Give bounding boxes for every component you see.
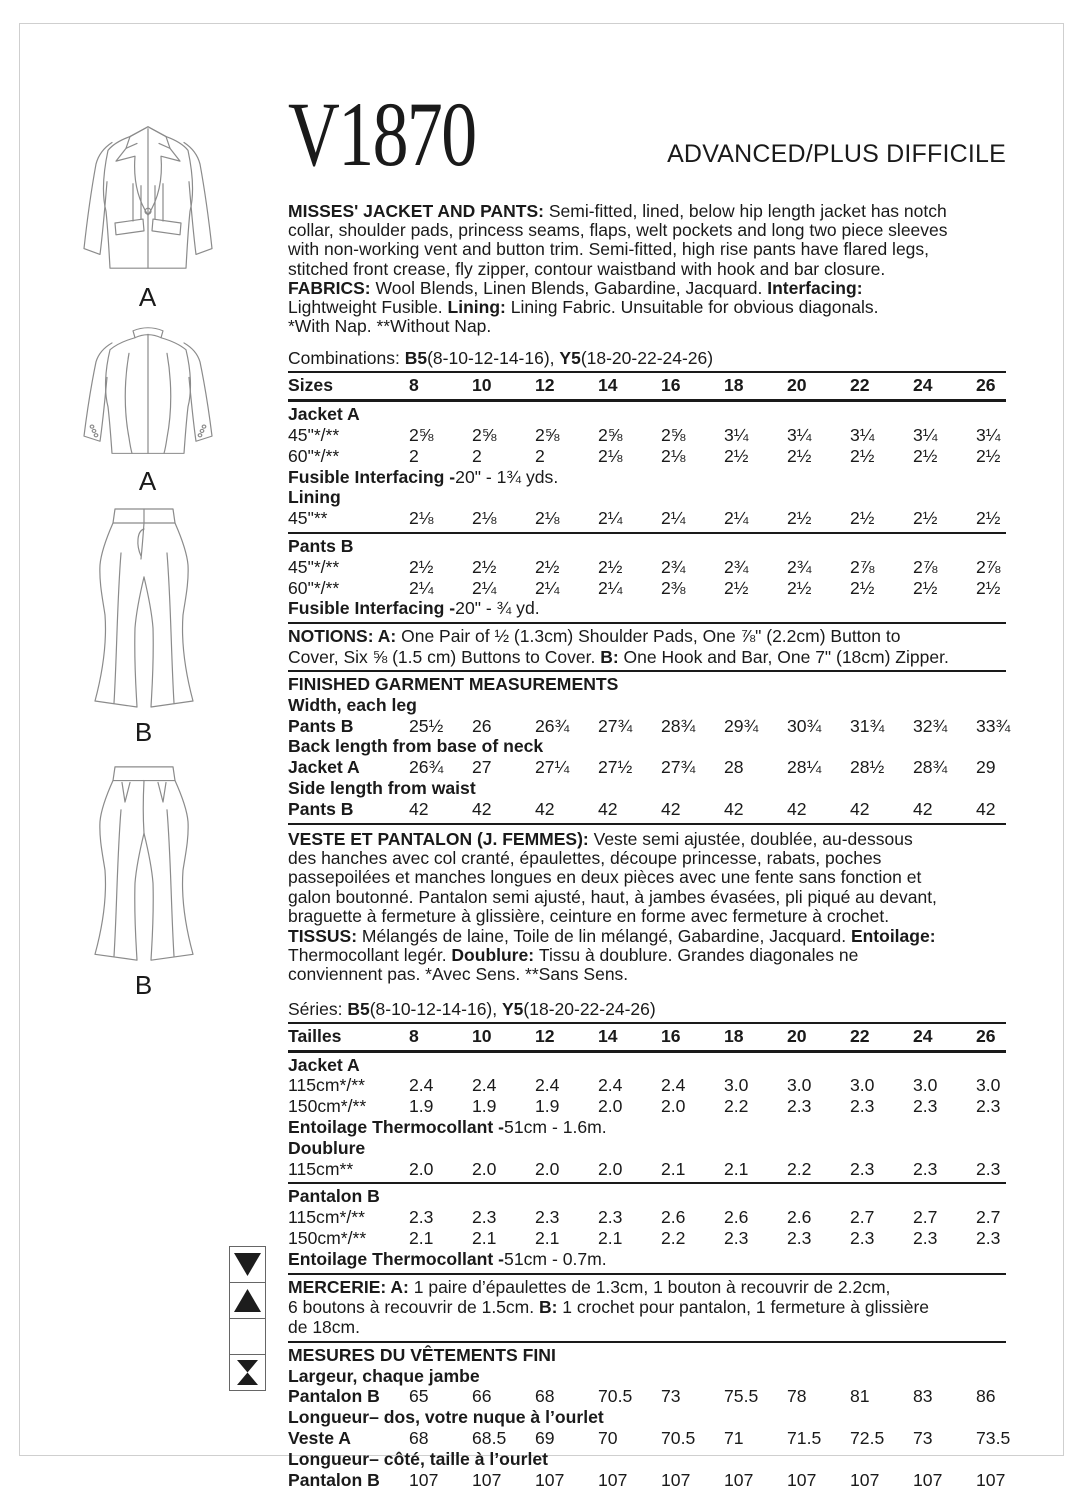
divider [288,1273,1006,1275]
jacket-front-line-art [63,113,233,278]
text-line: NOTIONS: A: One Pair of ½ (1.3cm) Shoulder Pads, One ⅞" (2.2cm) Button to [288,626,901,647]
table-cell: 2.4 [472,1075,497,1096]
table-cell: 42 [472,798,492,819]
table-cell: 2⅞ [976,556,1001,577]
row-label: Sizes [288,375,333,396]
table-cell: 3.0 [787,1075,812,1096]
table-section-label: Longueur– côté, taille à l’ourlet [288,1448,549,1469]
table-row [288,1096,1006,1117]
jacket-back-line-art [63,317,233,462]
figure-label: B [134,717,154,747]
table-cell: 2.3 [913,1096,938,1117]
table-row [288,375,1006,396]
table-cell: 2 [472,445,482,466]
divider [288,622,1006,624]
table-cell: 14 [598,375,618,396]
garment-figure-jacket-front [63,113,233,313]
text-line: TISSUS: Mélangés de laine, Toile de lin mélangé, Gabardine, Jacquard. Entoilage: [288,925,936,946]
table-cell: 2¼ [598,508,623,529]
table-row [288,757,1006,778]
table-cell: 31¾ [850,715,885,736]
table-cell: 68 [409,1428,429,1448]
table-cell: 2.3 [850,1096,875,1117]
table-cell: 10 [472,375,492,396]
table-cell: 107 [976,1469,1006,1490]
notions-paragraph [288,626,1006,667]
text-line: Thermocollant legér. Doublure: Tissu à doublure. Grandes diagonales ne [288,945,859,966]
table-cell: 26¾ [535,715,570,736]
table-cell: 2.2 [661,1228,686,1248]
table-cell: 25½ [409,715,444,736]
table-cell: 107 [724,1469,754,1490]
table-cell: 2.0 [409,1158,434,1179]
table-cell: 2⅝ [472,425,497,446]
text-line: Lightweight Fusible. Lining: Lining Fabric. Unsuitable for obvious diagonals. [288,297,879,318]
divider [288,1050,1006,1053]
row-label: Tailles [288,1025,342,1046]
table-cell: 2½ [409,556,434,577]
blank-box [229,1318,266,1355]
table-cell: 71 [724,1428,744,1448]
table-cell: 3.0 [850,1075,875,1096]
row-label: Pants B [288,715,354,736]
table-cell: 73 [913,1428,933,1448]
table-cell: 2 [535,445,545,466]
table-section-label: FINISHED GARMENT MEASUREMENTS [288,674,619,694]
table-cell: 2½ [976,577,1001,598]
table-section-label: Side length from waist [288,777,476,798]
table-cell: 2½ [598,556,623,577]
table-cell: 12 [535,1025,555,1046]
table-cell: 2.3 [472,1207,497,1228]
table-cell: 2.3 [976,1158,1001,1179]
table-note: Entoilage Thermocollant - 51cm - 0.7m. [288,1248,607,1269]
table-cell: 18 [724,375,744,396]
mesures-table [288,1344,1011,1491]
table-cell: 26 [472,715,492,736]
table-cell: 42 [850,798,870,819]
table-cell: 18 [724,1025,744,1046]
table-cell: 2 [409,445,419,466]
table-cell: 42 [787,798,807,819]
english-yardage-table [288,371,1006,624]
table-cell: 27 [472,757,492,778]
table-cell: 2⅝ [661,425,686,446]
row-label: 60"*/** [288,445,340,466]
table-cell: 1.9 [472,1096,497,1117]
table-section-label: Lining [288,487,341,508]
table-cell: 78 [787,1386,807,1407]
table-cell: 28¾ [661,715,696,736]
table-cell: 2½ [472,556,497,577]
table-cell: 2⅝ [535,425,560,446]
divider [288,823,1006,825]
text-line: des hanches avec col cranté, épaulettes, découpe princesse, rabats, poches [288,847,882,868]
table-cell: 2.3 [913,1158,938,1179]
table-cell: 32¾ [913,715,948,736]
table-section-label: Pantalon B [288,1186,380,1207]
table-cell: 2⅞ [850,556,875,577]
text-line: collar, shoulder pads, princess seams, flaps, welt pockets and long two piece sleeves [288,220,948,241]
title-row [288,83,1006,194]
pattern-envelope-back [19,23,1064,1490]
table-cell: 2⅛ [409,508,434,529]
table-cell: 2.3 [724,1228,749,1248]
table-cell: 3.0 [913,1075,938,1096]
divider [288,670,1006,672]
table-cell: 2⅜ [661,577,686,598]
table-row [288,446,1006,467]
figure-label: B [134,970,154,1000]
table-cell: 2.1 [661,1158,686,1179]
table-row [288,1207,1006,1228]
table-cell: 2.6 [787,1207,812,1228]
figure-label: A [138,466,158,496]
table-cell: 70.5 [598,1386,633,1407]
table-cell: 81 [850,1386,870,1407]
table-row [288,1228,1006,1249]
text-line: Combinations: B5(8-10-12-14-16), Y5(18-20-22-24-26) [288,348,714,369]
table-cell: 2⅝ [409,425,434,446]
french-yardage-table [288,1022,1006,1275]
table-cell: 70 [598,1428,618,1448]
table-section-label: MESURES DU VÊTEMENTS FINI [288,1344,556,1365]
table-section-label: Doublure [288,1137,366,1158]
table-cell: 2.2 [787,1158,812,1179]
table-cell: 16 [661,375,681,396]
row-label: 45"** [288,508,328,529]
table-cell: 2¼ [724,508,749,529]
row-label: 150cm*/** [288,1096,367,1117]
table-cell: 28½ [850,757,885,778]
table-cell: 10 [472,1025,492,1046]
table-note: Fusible Interfacing - 20" - ¾ yd. [288,598,540,619]
pattern-number: V1870 [288,83,476,185]
row-label: 60"*/** [288,577,340,598]
french-description [288,830,1006,985]
symbol-column [229,1247,266,1391]
table-cell: 107 [472,1469,502,1490]
difficulty-label: ADVANCED/PLUS DIFFICILE [667,140,1006,168]
table-cell: 2.7 [913,1207,938,1228]
pants-front-line-art [59,503,229,713]
table-cell: 8 [409,375,419,396]
table-cell: 29¾ [724,715,759,736]
table-cell: 107 [787,1469,817,1490]
table-cell: 42 [535,798,555,819]
table-cell: 2⅛ [472,508,497,529]
table-cell: 2.0 [535,1158,560,1179]
table-section-label: Jacket A [288,404,360,425]
table-cell: 3¼ [850,425,875,446]
table-cell: 71.5 [787,1428,822,1448]
table-cell: 2⅞ [913,556,938,577]
table-cell: 2.3 [787,1096,812,1117]
finished-measurements-table [288,674,1011,825]
table-cell: 2½ [850,577,875,598]
table-row [288,799,1006,820]
table-cell: 2½ [535,556,560,577]
table-cell: 2.1 [535,1228,560,1248]
table-cell: 2½ [850,445,875,466]
table-cell: 2.1 [472,1228,497,1248]
table-cell: 2½ [976,508,1001,529]
table-cell: 2.3 [850,1158,875,1179]
table-cell: 2.6 [661,1207,686,1228]
table-cell: 66 [472,1386,492,1407]
text-line: FABRICS: Wool Blends, Linen Blends, Gabardine, Jacquard. Interfacing: [288,277,863,298]
table-cell: 2½ [850,508,875,529]
table-cell: 27¾ [661,757,696,778]
table-row [288,508,1006,529]
divider [288,1341,1006,1343]
table-cell: 29 [976,757,996,778]
table-cell: 2.2 [724,1096,749,1117]
table-cell: 107 [598,1469,628,1490]
table-cell: 68 [535,1386,555,1407]
row-label: Pantalon B [288,1386,380,1407]
table-cell: 2.7 [850,1207,875,1228]
garment-figure-pants-front [59,503,229,748]
table-cell: 1.9 [409,1096,434,1117]
table-cell: 2.1 [724,1158,749,1179]
table-section-label: Jacket A [288,1054,360,1075]
table-cell: 33¾ [976,715,1011,736]
table-cell: 72.5 [850,1428,885,1448]
row-label: 115cm*/** [288,1075,365,1096]
combinations-line [288,348,1006,368]
table-section-label: Pants B [288,536,354,556]
table-cell: 2¾ [724,556,749,577]
table-cell: 42 [724,798,744,819]
table-cell: 75.5 [724,1386,759,1407]
garment-figure-pants-back [59,761,229,1001]
text-line: MERCERIE: A: 1 paire d’épaulettes de 1.3cm, 1 bouton à recouvrir de 2.2cm, [288,1276,891,1297]
table-section-label: Back length from base of neck [288,736,544,757]
table-cell: 65 [409,1386,429,1407]
table-cell: 27½ [598,757,633,778]
table-cell: 2⅛ [535,508,560,529]
table-cell: 2.3 [787,1228,812,1248]
table-row [288,578,1006,599]
table-cell: 42 [409,798,429,819]
triangle-up-icon [229,1282,266,1319]
table-cell: 2.3 [850,1228,875,1248]
table-cell: 20 [787,1025,807,1046]
text-line: 6 boutons à recouvrir de 1.5cm. B: 1 crochet pour pantalon, 1 fermeture à glissière [288,1297,930,1317]
table-cell: 27¾ [598,715,633,736]
table-cell: 2½ [724,445,749,466]
table-cell: 20 [787,375,807,396]
table-cell: 2.1 [409,1228,434,1248]
table-cell: 42 [913,798,933,819]
table-section-label: Longueur– dos, votre nuque à l’ourlet [288,1407,604,1428]
table-cell: 3¼ [787,425,812,446]
table-cell: 2¼ [598,577,623,598]
table-cell: 3.0 [724,1075,749,1096]
pants-back-line-art [59,761,229,966]
table-cell: 3¼ [913,425,938,446]
table-cell: 2.3 [535,1207,560,1228]
table-cell: 24 [913,375,933,396]
table-cell: 2.4 [598,1075,623,1096]
triangle-down-icon [229,1246,266,1283]
text-line: galon boutonné. Pantalon semi ajusté, haut, à jambes évasées, pli piqué au devant, [288,886,937,907]
table-cell: 14 [598,1025,618,1046]
row-label: Pants B [288,798,354,819]
table-cell: 42 [976,798,996,819]
table-cell: 2.6 [724,1207,749,1228]
table-cell: 107 [535,1469,565,1490]
table-row [288,1428,1011,1449]
table-cell: 2¼ [535,577,560,598]
divider [288,1182,1006,1184]
mercerie-paragraph [288,1277,1006,1338]
table-cell: 2.4 [535,1075,560,1096]
table-cell: 3.0 [976,1075,1001,1096]
figure-label: A [138,282,158,312]
table-cell: 68.5 [472,1428,507,1448]
table-cell: 2.0 [472,1158,497,1179]
table-cell: 86 [976,1386,996,1407]
divider [288,532,1006,534]
table-cell: 2.7 [976,1207,1001,1228]
table-cell: 2⅛ [661,445,686,466]
table-cell: 107 [913,1469,943,1490]
table-cell: 28 [724,757,744,778]
table-cell: 70.5 [661,1428,696,1448]
text-line: MISSES' JACKET AND PANTS: Semi-fitted, lined, below hip length jacket has notch [288,201,947,221]
table-cell: 28¾ [913,757,948,778]
table-cell: 2½ [787,577,812,598]
table-row [288,1075,1006,1096]
table-cell: 16 [661,1025,681,1046]
table-cell: 2¾ [787,556,812,577]
row-label: 45"*/** [288,556,340,577]
table-cell: 2.4 [661,1075,686,1096]
table-cell: 27¼ [535,757,570,778]
table-section-label: Largeur, chaque jambe [288,1365,480,1386]
table-cell: 73 [661,1386,681,1407]
table-cell: 2¼ [409,577,434,598]
row-label: Veste A [288,1428,351,1448]
text-line: de 18cm. [288,1317,360,1338]
table-note: Fusible Interfacing - 20" - 1¾ yds. [288,466,559,487]
table-cell: 2¼ [472,577,497,598]
divider [288,1022,1006,1024]
divider [288,399,1006,402]
table-row [288,425,1006,446]
table-cell: 2.1 [598,1228,623,1248]
table-cell: 2.0 [598,1158,623,1179]
text-line: *With Nap. **Without Nap. [288,316,492,337]
table-cell: 2.0 [661,1096,686,1117]
series-line [288,999,1006,1019]
table-note: Entoilage Thermocollant - 51cm - 1.6m. [288,1117,607,1138]
table-cell: 2½ [787,445,812,466]
table-cell: 28¼ [787,757,822,778]
table-cell: 2¼ [661,508,686,529]
table-cell: 24 [913,1025,933,1046]
table-cell: 22 [850,1025,870,1046]
text-line: conviennent pas. *Avec Sens. **Sans Sens. [288,964,629,985]
table-row [288,1159,1006,1180]
table-cell: 2¾ [661,556,686,577]
text-line: Cover, Six ⅝ (1.5 cm) Buttons to Cover. B: One Hook and Bar, One 7" (18cm) Zipper. [288,646,949,667]
table-cell: 2½ [787,508,812,529]
table-cell: 26¾ [409,757,444,778]
text-line: stitched front crease, fly zipper, contour waistband with hook and bar closure. [288,258,886,279]
english-description [288,202,1006,336]
row-label: 115cm*/** [288,1207,365,1228]
table-cell: 3¼ [976,425,1001,446]
row-label: Pantalon B [288,1469,380,1490]
table-cell: 2½ [913,577,938,598]
main-text-column [288,83,1011,1490]
table-cell: 107 [661,1469,691,1490]
table-cell: 26 [976,375,996,396]
table-cell: 83 [913,1386,933,1407]
table-row [288,1386,1006,1407]
divider [288,371,1006,373]
table-row [288,1026,1006,1047]
hourglass-icon [229,1354,266,1391]
text-line: with non-working vent and button trim. Semi-fitted, high rise pants have flared legs, [288,239,930,260]
table-row [288,557,1006,578]
table-cell: 3¼ [724,425,749,446]
table-cell: 2.3 [409,1207,434,1228]
table-cell: 42 [598,798,618,819]
table-cell: 1.9 [535,1096,560,1117]
table-cell: 2.4 [409,1075,434,1096]
text-line: VESTE ET PANTALON (J. FEMMES): Veste semi ajustée, doublée, au-dessous [288,828,913,849]
table-cell: 2.3 [913,1228,938,1248]
table-cell: 2⅛ [598,445,623,466]
text-line: braguette à fermeture à glissière, ceinture en forme avec fermeture à crochet. [288,906,890,927]
text-line: Séries: B5(8-10-12-14-16), Y5(18-20-22-24-26) [288,998,656,1019]
table-cell: 2½ [913,508,938,529]
table-cell: 26 [976,1025,996,1046]
table-cell: 107 [850,1469,880,1490]
table-row [288,715,1011,737]
table-cell: 107 [409,1469,439,1490]
table-cell: 8 [409,1025,419,1046]
table-cell: 2½ [976,445,1001,466]
table-cell: 2.3 [598,1207,623,1228]
table-cell: 73.5 [976,1428,1011,1448]
table-cell: 22 [850,375,870,396]
table-cell: 2.3 [976,1228,1001,1248]
table-cell: 2⅝ [598,425,623,446]
table-cell: 30¾ [787,715,822,736]
text-line: passepoilées et manches longues en deux pièces avec une fente sans fonction et [288,867,922,888]
table-cell: 2½ [724,577,749,598]
row-label: 115cm** [288,1158,354,1179]
garment-figure-jacket-back [63,317,233,497]
table-cell: 2.0 [598,1096,623,1117]
table-cell: 2½ [913,445,938,466]
row-label: 45"*/** [288,425,340,446]
table-cell: 12 [535,375,555,396]
table-row [288,1470,1006,1491]
table-cell: 69 [535,1428,555,1448]
table-cell: 42 [661,798,681,819]
row-label: 150cm*/** [288,1228,367,1248]
row-label: Jacket A [288,757,360,778]
table-cell: 2.3 [976,1096,1001,1117]
table-section-label: Width, each leg [288,694,417,715]
